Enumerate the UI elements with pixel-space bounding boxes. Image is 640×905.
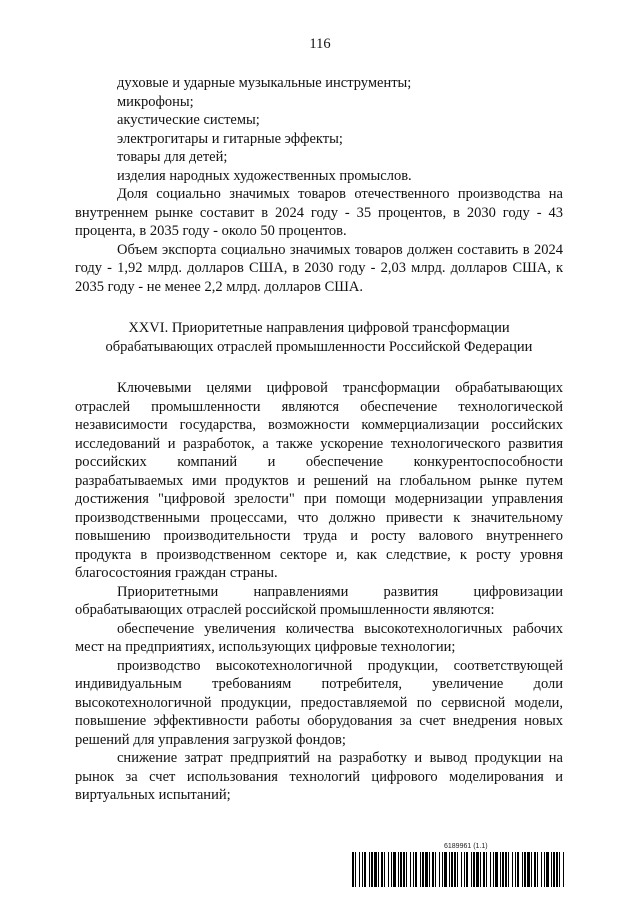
barcode-bar — [490, 852, 491, 887]
barcode-bar — [410, 852, 411, 887]
barcode-bar — [508, 852, 509, 887]
barcode-bar — [432, 852, 434, 887]
section-heading-line1: XXVI. Приоритетные направления цифровой трансформации — [128, 320, 510, 336]
barcode-bar — [502, 852, 504, 887]
barcode-bar — [388, 852, 389, 887]
barcode-bar — [454, 852, 456, 887]
list-item: духовые и ударные музыкальные инструменты; — [117, 75, 412, 91]
barcode-bar — [559, 852, 560, 887]
barcode-bar — [486, 852, 487, 887]
barcode-bar — [371, 852, 373, 887]
barcode-bar — [420, 852, 421, 887]
barcode-bar — [546, 852, 549, 887]
barcode-bar — [449, 852, 450, 887]
barcode-bar — [466, 852, 468, 887]
barcode-bar — [364, 852, 366, 887]
barcode-bar — [362, 852, 363, 887]
paragraph-goals: Ключевыми целями цифровой трансформации обрабатывающих отраслей промышленности являются обеспечение технологической независимости государства, возможности коммерциализации российских исследований и разработок, а также ускорение технологического развития российских компаний и обеспечение конкурентоспособности разрабатываемых ими продуктов и решений на глобальном рынке путем достижения "цифровой зрелости" при помощи модернизации управления производственными процессами, что должно привести к значительному повышению производительности труда и росту валового внутреннего продукта в производственном секторе и, как следствие, к росту уровня благосостояния граждан страны. — [75, 380, 563, 581]
barcode-bar — [451, 852, 453, 887]
barcode-bar — [422, 852, 424, 887]
barcode-bar — [415, 852, 417, 887]
list-item: изделия народных художественных промыслов. — [117, 167, 412, 184]
barcode-bar — [352, 852, 354, 887]
barcode-bar — [553, 852, 555, 887]
barcode-bar — [406, 852, 407, 887]
barcode-bar — [495, 852, 498, 887]
barcode-bar — [512, 852, 513, 887]
barcode-bar — [493, 852, 494, 887]
barcode-bar — [534, 852, 536, 887]
barcode-bar — [461, 852, 462, 887]
list-item: акустические системы; — [117, 112, 260, 128]
barcode-bar — [369, 852, 370, 887]
barcode-bar — [471, 852, 472, 887]
barcode-bar — [457, 852, 458, 887]
barcode-bar — [374, 852, 377, 887]
barcode-bar — [524, 852, 526, 887]
barcode-bar — [544, 852, 545, 887]
barcode-bar — [537, 852, 538, 887]
barcode-bar — [355, 852, 356, 887]
barcode-bar — [381, 852, 383, 887]
barcode-label: 6189961 (1.1) — [444, 843, 488, 850]
barcode-bar — [391, 852, 392, 887]
barcode-bar — [429, 852, 430, 887]
barcode-bar — [378, 852, 379, 887]
barcode-bar — [464, 852, 465, 887]
barcode-bar — [439, 852, 440, 887]
list-item: микрофоны; — [117, 93, 194, 110]
barcode-bar — [515, 852, 516, 887]
barcode-bar — [541, 852, 542, 887]
priority-item: обеспечение увеличения количества высокотехнологичных рабочих мест на предприятиях, использующих цифровые технологии; — [75, 620, 563, 655]
barcode-bar — [480, 852, 481, 887]
barcode-bar — [563, 852, 564, 887]
barcode-bar — [359, 852, 360, 887]
barcode-bar — [527, 852, 530, 887]
barcode-bar — [413, 852, 414, 887]
barcode-bar — [403, 852, 405, 887]
barcode-bar — [556, 852, 558, 887]
document-body — [75, 74, 563, 805]
barcode-bar — [435, 852, 436, 887]
list-item: электрогитары и гитарные эффекты; — [117, 130, 343, 147]
barcode-bar — [384, 852, 385, 887]
paragraph-share: Доля социально значимых товаров отечественного производства на внутреннем рынке составит в 2024 году - 35 процентов, в 2030 году - 43 процента, в 2035 году - около 50 процентов. — [75, 186, 563, 239]
section-heading-line2: обрабатывающих отраслей промышленности Российской Федерации — [105, 338, 533, 355]
barcode-icon — [352, 852, 564, 887]
priority-item: снижение затрат предприятий на разработку и вывод продукции на рынок за счет использования технологий цифрового моделирования и виртуальных испытаний; — [75, 750, 563, 803]
barcode-bar — [517, 852, 519, 887]
paragraph-priorities-intro: Приоритетными направлениями развития цифровизации обрабатывающих отраслей российской промышленности являются: — [75, 583, 563, 618]
barcode-bar — [398, 852, 399, 887]
barcode-bar — [393, 852, 396, 887]
list-item: товары для детей; — [117, 149, 228, 165]
barcode-bar — [531, 852, 532, 887]
barcode-bar — [476, 852, 479, 887]
barcode-bar — [483, 852, 485, 887]
barcode-bar — [400, 852, 402, 887]
barcode-bar — [442, 852, 443, 887]
section-heading — [75, 319, 563, 356]
page-number: 116 — [309, 36, 331, 52]
barcode-bar — [551, 852, 552, 887]
priority-item: производство высокотехнологичной продукции, соответствующей индивидуальным требованиям потребителя, увеличение доли высокотехнологичной продукции, предоставляемой по сервисной модели, повышение эффективности работы оборудования за счет внедрения новых решений для управления загрузкой фондов; — [75, 657, 563, 748]
barcode-bar — [425, 852, 428, 887]
barcode-bar — [500, 852, 501, 887]
barcode-bar — [522, 852, 523, 887]
barcode-bar — [444, 852, 447, 887]
barcode-bar — [505, 852, 507, 887]
barcode-bar — [473, 852, 475, 887]
paragraph-export: Объем экспорта социально значимых товаров должен составить в 2024 году - 1,92 млрд. долларов США, в 2030 году - 2,03 млрд. долларов США, к 2035 году - не менее 2,2 млрд. долларов США. — [75, 241, 563, 295]
